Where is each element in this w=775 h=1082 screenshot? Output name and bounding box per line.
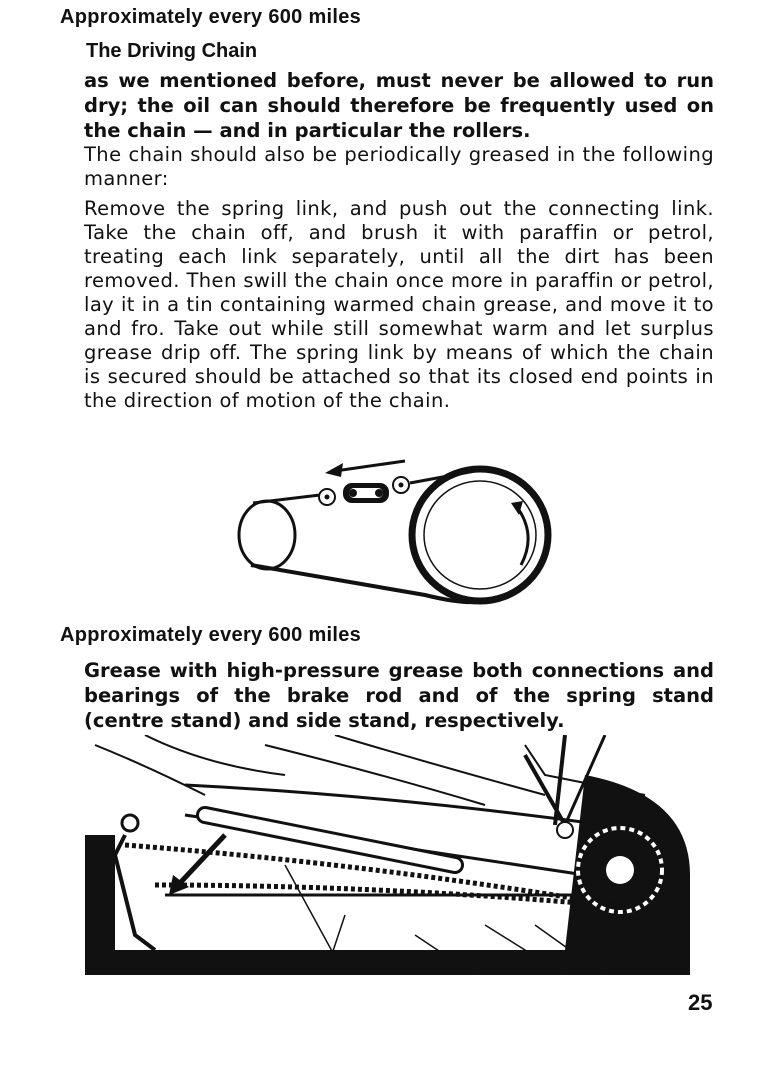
brake-stand-grease-text: Grease with high-pressure grease both connections and bearings of the brake rod and of the spring stand (centre stand) and side stand, respectively. [84,659,714,732]
rotation-arrow-icon [511,501,528,565]
small-sprocket [239,501,295,569]
page-number: 25 [688,990,713,1015]
greasing-intro-text: The chain should also be periodically greased in the following manner: [84,143,714,190]
direction-arrow-icon [325,461,405,477]
section-2-heading: Approximately every 600 miles [60,624,362,646]
spring-link [319,477,409,505]
chain-diagram [225,455,570,615]
brake-rod-stand-illustration [85,735,690,975]
chain-warning-text: as we mentioned before, must never be allowed to run dry; the oil can should therefore be frequently used on the chain — and in particular the rollers. [84,69,714,142]
greasing-instructions-text: Remove the spring link, and push out the connecting link. Take the chain off, and brush it with paraffin or petrol, treating each link separately, until all the dirt has been removed. Then swill the chain once more in paraffin or petrol, lay it in a tin containing warmed chain grease, and move it to and fro. Take out while still somewhat warm and let surplus grease drip off. The spring link by means of which the chain is secured should be attached so that its closed end points in the direction of motion of the chain. [84,197,714,412]
section-1-heading: Approximately every 600 miles [60,6,362,28]
driving-chain-subheading: The Driving Chain [86,40,258,62]
